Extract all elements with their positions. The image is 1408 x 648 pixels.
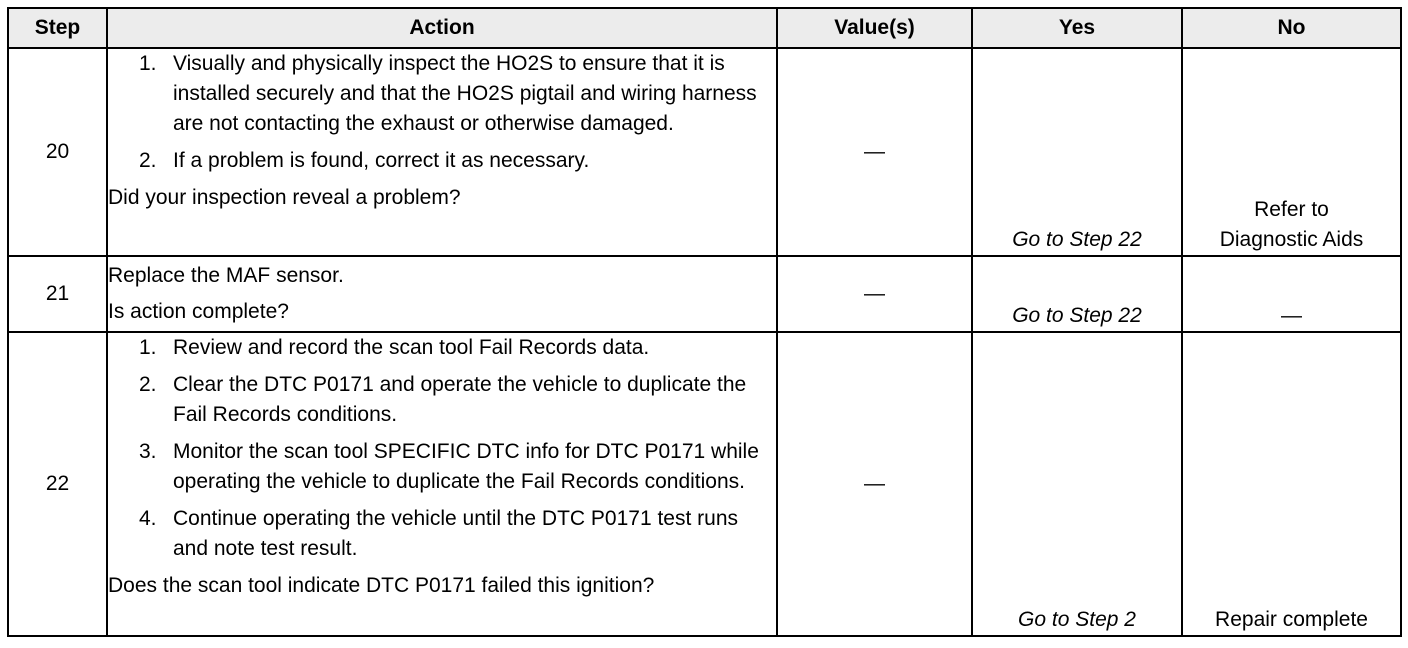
item-number: 2. <box>139 373 157 396</box>
no-cell <box>1182 48 1401 256</box>
yes-cell: Go to Step 22 <box>972 256 1182 332</box>
no-line-1: Refer to <box>1254 198 1329 221</box>
step-number: 20 <box>8 48 107 256</box>
item-text: Continue operating the vehicle until the DTC P0171 test runs and note test result. <box>173 507 739 560</box>
action-question: Does the scan tool indicate DTC P0171 failed this ignition? <box>108 574 655 597</box>
header-no: No <box>1182 8 1401 48</box>
table-row-step-20 <box>8 48 1401 256</box>
item-text: Review and record the scan tool Fail Records data. <box>173 336 650 359</box>
action-question: Did your inspection reveal a problem? <box>108 186 461 209</box>
item-text: If a problem is found, correct it as necessary. <box>173 149 590 172</box>
value-cell: — <box>777 256 972 332</box>
item-number: 1. <box>139 52 157 75</box>
list-item <box>139 333 776 363</box>
list-item <box>139 437 776 497</box>
action-list <box>108 49 776 176</box>
list-item <box>139 49 776 139</box>
item-text: Clear the DTC P0171 and operate the vehicle to duplicate the Fail Records conditions. <box>173 373 747 426</box>
item-text: Monitor the scan tool SPECIFIC DTC info for DTC P0171 while operating the vehicle to duplicate the Fail Records conditions. <box>173 440 759 493</box>
action-question: Is action complete? <box>108 300 289 323</box>
item-text: Visually and physically inspect the HO2S to ensure that it is installed securely and that the HO2S pigtail and wiring harness are not contacting the exhaust or otherwise damaged. <box>173 52 757 135</box>
yes-cell: Go to Step 22 <box>972 48 1182 256</box>
diagnostic-page <box>7 7 1400 636</box>
value-cell: — <box>777 332 972 636</box>
action-list <box>108 333 776 564</box>
header-values: Value(s) <box>777 8 972 48</box>
action-instruction: Replace the MAF sensor. <box>108 264 344 287</box>
step-number: 21 <box>8 256 107 332</box>
yes-cell: Go to Step 2 <box>972 332 1182 636</box>
no-cell: Repair complete <box>1182 332 1401 636</box>
item-number: 3. <box>139 440 157 463</box>
action-cell <box>107 332 777 636</box>
list-item <box>139 504 776 564</box>
item-number: 4. <box>139 507 157 530</box>
value-cell: — <box>777 48 972 256</box>
table-row-step-21 <box>8 256 1401 332</box>
table-row-step-22 <box>8 332 1401 636</box>
step-number: 22 <box>8 332 107 636</box>
table-header-row <box>8 8 1401 48</box>
list-item <box>139 370 776 430</box>
item-number: 1. <box>139 336 157 359</box>
list-item <box>139 146 776 176</box>
action-cell <box>107 48 777 256</box>
action-cell <box>107 256 777 332</box>
header-yes: Yes <box>972 8 1182 48</box>
no-line-2: Diagnostic Aids <box>1219 228 1364 251</box>
header-step: Step <box>8 8 107 48</box>
no-cell: — <box>1182 256 1401 332</box>
diagnostic-table <box>7 7 1402 637</box>
item-number: 2. <box>139 149 157 172</box>
header-action: Action <box>107 8 777 48</box>
